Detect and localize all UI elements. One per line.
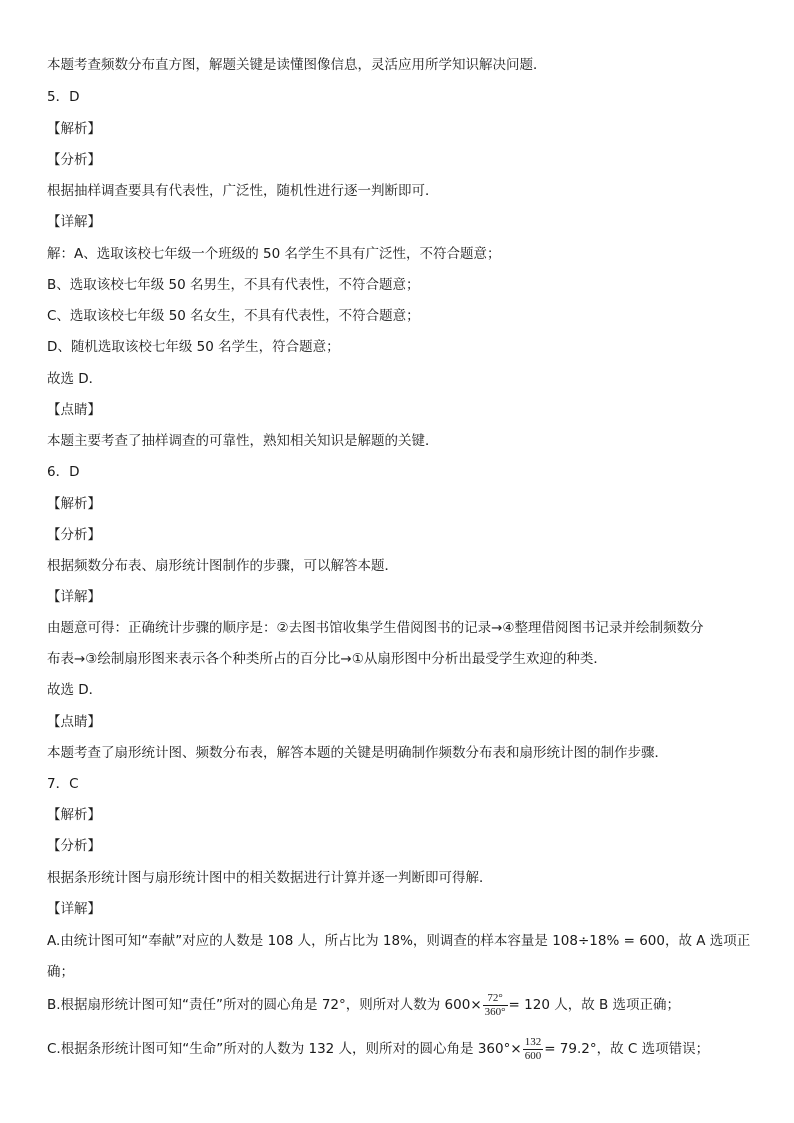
text-line: B、选取该校七年级 50 名男生，不具有代表性，不符合题意；: [47, 277, 420, 293]
fraction: [523, 1036, 544, 1063]
answer-heading: 6．D: [47, 464, 80, 480]
text-line: 根据抽样调查要具有代表性，广泛性，随机性进行逐一判断即可．: [47, 183, 439, 199]
section-label: 【解析】: [47, 121, 101, 137]
formula-text: C.根据条形统计图可知“生命”所对的人数为 132 人，则所对的圆心角是 360°×: [47, 1041, 522, 1057]
text-line: 根据频数分布表、扇形统计图制作的步骤，可以解答本题．: [47, 558, 398, 574]
text-line: 根据条形统计图与扇形统计图中的相关数据进行计算并逐一判断即可得解．: [47, 870, 493, 886]
formula-text: = 120 人，故 B 选项正确；: [508, 997, 681, 1013]
text-line: 本题考查了扇形统计图、频数分布表，解答本题的关键是明确制作频数分布表和扇形统计图的制作步骤．: [47, 745, 668, 761]
section-label: 【点睛】: [47, 402, 101, 418]
formula-line-c: [47, 1034, 747, 1064]
text-line: 故选 D．: [47, 682, 103, 698]
answer-heading: 5．D: [47, 89, 80, 105]
fraction-numerator: 72°: [483, 992, 508, 1006]
formula-line-b: [47, 990, 747, 1020]
text-line: D、随机选取该校七年级 50 名学生，符合题意；: [47, 339, 340, 355]
text-line: 故选 D．: [47, 371, 103, 387]
fraction: [483, 992, 508, 1019]
formula-text: = 79.2°，故 C 选项错误；: [544, 1041, 710, 1057]
fraction-denominator: 360°: [484, 1005, 506, 1018]
text-line: 确；: [47, 964, 74, 980]
section-label: 【详解】: [47, 214, 101, 230]
section-label: 【分析】: [47, 152, 101, 168]
text-line: C、选取该校七年级 50 名女生，不具有代表性，不符合题意；: [47, 308, 420, 324]
formula-text: B.根据扇形统计图可知“责任”所对的圆心角是 72°，则所对人数为 600×: [47, 997, 482, 1013]
text-line: A.由统计图可知“奉献”对应的人数是 108 人，所占比为 18%，则调查的样本容量是 108÷18% = 600，故 A 选项正: [47, 933, 751, 949]
text-line: 由题意可得：正确统计步骤的顺序是：②去图书馆收集学生借阅图书的记录→④整理借阅图书记录并绘制频数分: [47, 620, 704, 636]
text-line: 本题考查频数分布直方图，解题关键是读懂图像信息，灵活应用所学知识解决问题．: [47, 57, 547, 73]
text-line: 本题主要考查了抽样调查的可靠性，熟知相关知识是解题的关键．: [47, 433, 439, 449]
answer-heading: 7．C: [47, 776, 79, 792]
section-label: 【解析】: [47, 807, 101, 823]
section-label: 【详解】: [47, 901, 101, 917]
fraction-denominator: 600: [524, 1049, 542, 1062]
text-line: 解：A、选取该校七年级一个班级的 50 名学生不具有广泛性，不符合题意；: [47, 246, 501, 262]
fraction-numerator: 132: [524, 1035, 542, 1048]
section-label: 【点睛】: [47, 714, 101, 730]
text-line: 布表→③绘制扇形图来表示各个种类所占的百分比→①从扇形图中分析出最受学生欢迎的种类．: [47, 651, 607, 667]
section-label: 【分析】: [47, 838, 101, 854]
section-label: 【解析】: [47, 496, 101, 512]
section-label: 【分析】: [47, 527, 101, 543]
section-label: 【详解】: [47, 589, 101, 605]
